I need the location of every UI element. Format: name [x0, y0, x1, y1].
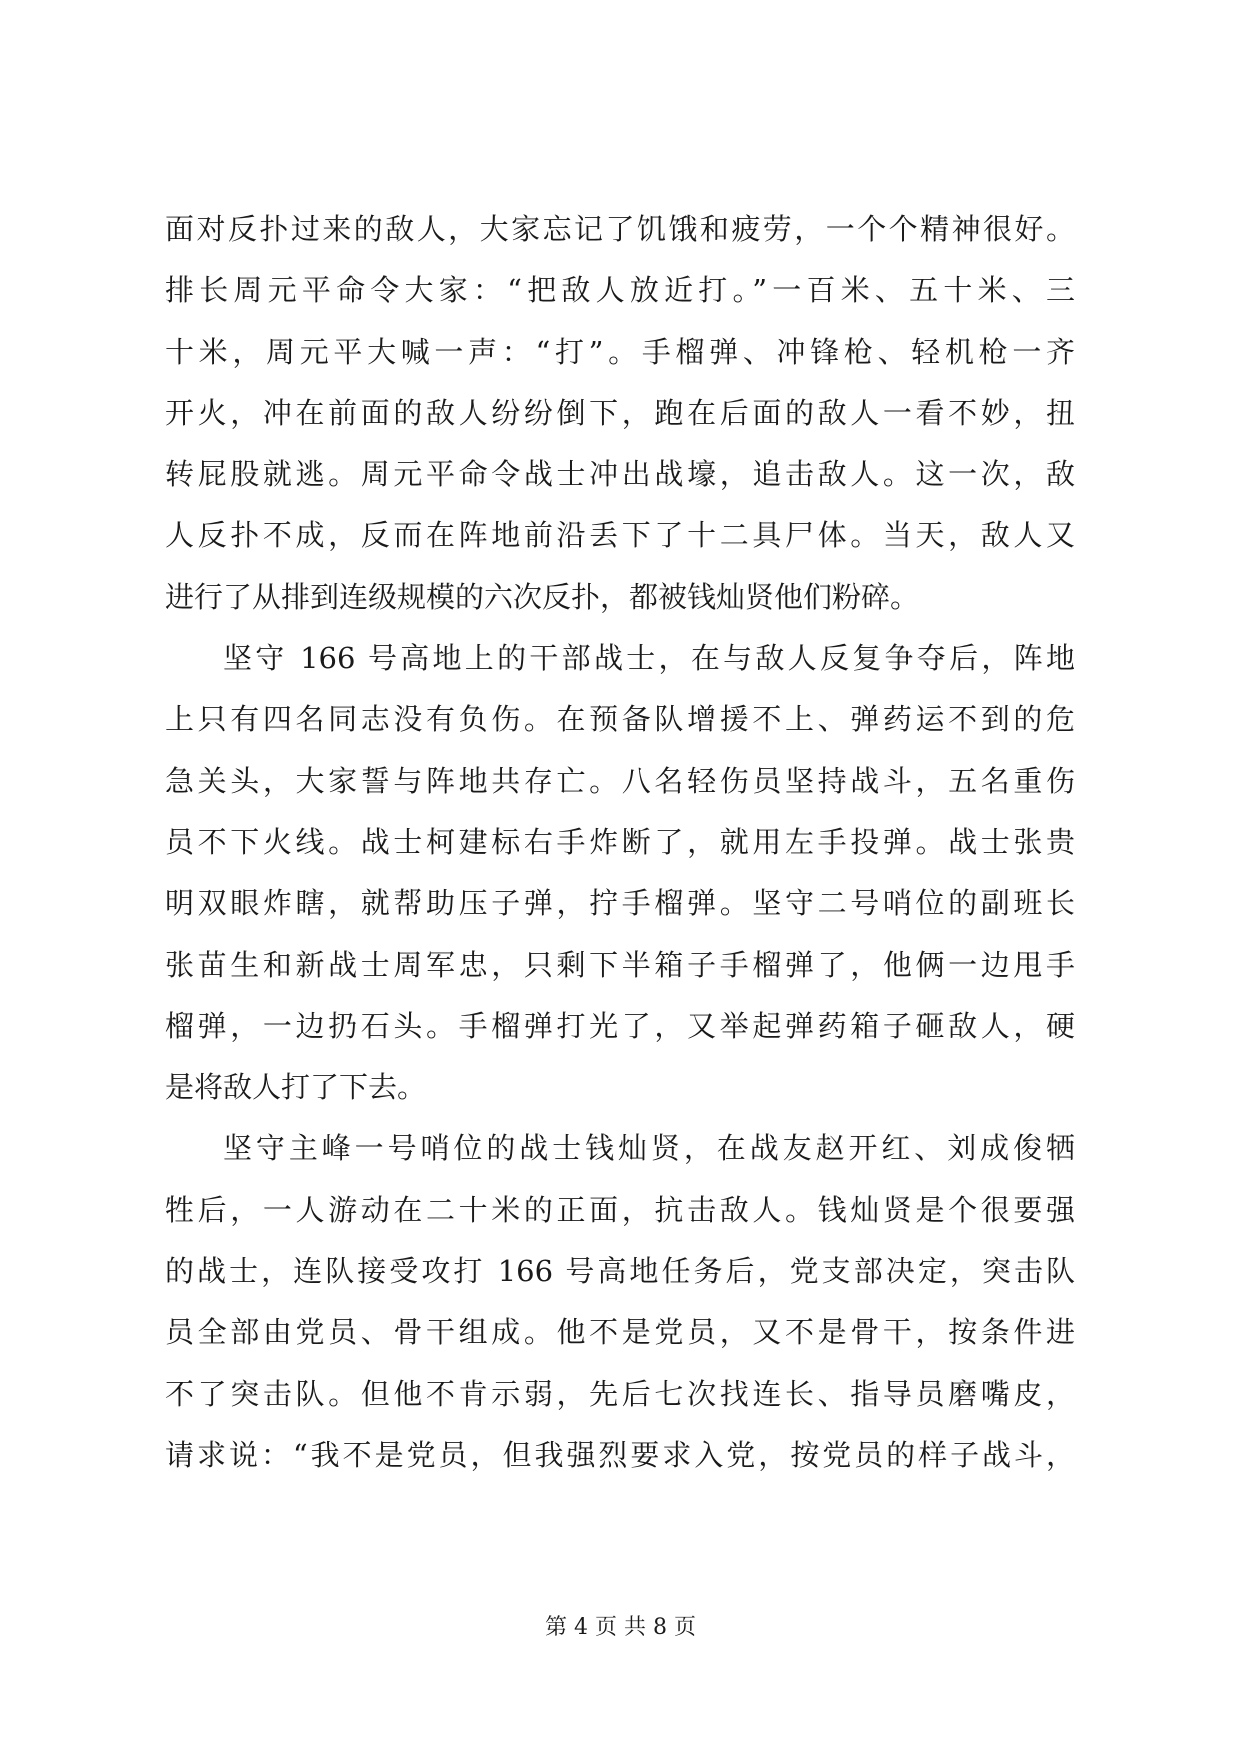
page-number-footer: 第 4 页 共 8 页 — [545, 1615, 696, 1640]
text-line: 面对反扑过来的敌人，大家忘记了饥饿和疲劳，一个个精神很好。 — [165, 212, 1075, 246]
text-line: 人反扑不成，反而在阵地前沿丢下了十二具尸体。当天，敌人又 — [165, 518, 1075, 553]
text-line: 开火，冲在前面的敌人纷纷倒下，跑在后面的敌人一看不妙，扭 — [165, 395, 1075, 430]
text-line: 请求说：“我不是党员，但我强烈要求入党，按党员的样子战斗， — [165, 1437, 1075, 1472]
text-line: 不了突击队。但他不肯示弱，先后七次找连长、指导员磨嘴皮， — [165, 1376, 1075, 1411]
text-line: 是将敌人打了下去。 — [165, 1070, 427, 1105]
text-line: 十米，周元平大喊一声：“打”。手榴弹、冲锋枪、轻机枪一齐 — [165, 334, 1075, 369]
text-line: 排长周元平命令大家：“把敌人放近打。”一百米、五十米、三 — [165, 273, 1075, 308]
paragraph-3 — [165, 1118, 1075, 1486]
text-line: 急关头，大家誓与阵地共存亡。八名轻伤员坚持战斗，五名重伤 — [165, 763, 1075, 798]
text-line: 榴弹，一边扔石头。手榴弹打光了，又举起弹药箱子砸敌人，硬 — [165, 1008, 1075, 1043]
text-line: 的战士，连队接受攻打 166 号高地任务后，党支部决定，突击队 — [165, 1254, 1075, 1289]
text-line: 转屁股就逃。周元平命令战士冲出战壕，追击敌人。这一次，敌 — [165, 457, 1075, 492]
text-line: 坚守主峰一号哨位的战士钱灿贤，在战友赵开红、刘成俊牺 — [223, 1131, 1075, 1166]
text-line: 员不下火线。战士柯建标右手炸断了，就用左手投弹。战士张贵 — [165, 824, 1075, 859]
text-line: 上只有四名同志没有负伤。在预备队增援不上、弹药运不到的危 — [165, 702, 1075, 737]
paragraph-1 — [165, 199, 1075, 628]
text-line: 明双眼炸瞎，就帮助压子弹，拧手榴弹。坚守二号哨位的副班长 — [165, 886, 1075, 921]
text-line: 员全部由党员、骨干组成。他不是党员，又不是骨干，按条件进 — [165, 1315, 1075, 1350]
text-line: 牲后，一人游动在二十米的正面，抗击敌人。钱灿贤是个很要强 — [165, 1192, 1075, 1227]
document-body — [165, 199, 1075, 1486]
paragraph-2 — [165, 628, 1075, 1118]
text-line: 张苗生和新战士周军忠，只剩下半箱子手榴弹了，他俩一边甩手 — [165, 947, 1075, 982]
text-line: 坚守 166 号高地上的干部战士，在与敌人反复争夺后，阵地 — [223, 641, 1075, 676]
text-line: 进行了从排到连级规模的六次反扑，都被钱灿贤他们粉碎。 — [165, 579, 920, 614]
